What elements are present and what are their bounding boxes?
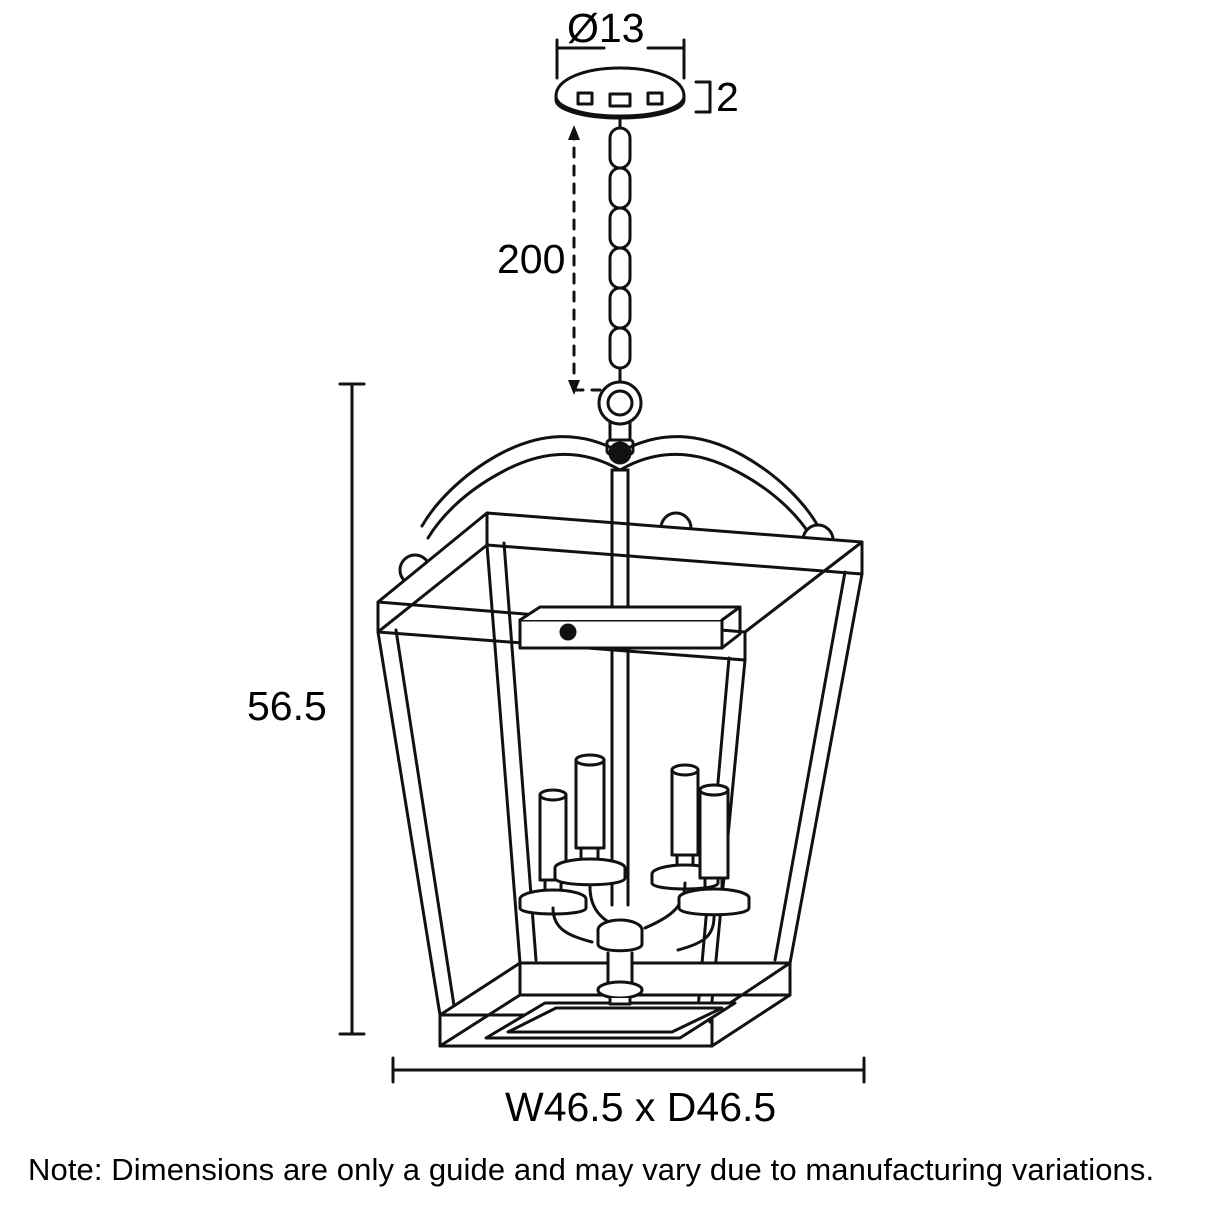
note-text: Note: Dimensions are only a guide and may vary due to manufacturing variations. xyxy=(28,1152,1155,1187)
dimension-chain-drop xyxy=(568,125,600,395)
label-canopy-height: 2 xyxy=(716,74,739,120)
label-width-depth: W46.5 x D46.5 xyxy=(505,1084,777,1130)
label-chain-drop: 200 xyxy=(497,236,566,282)
label-fixture-height: 56.5 xyxy=(247,683,327,729)
label-canopy-diameter: Ø13 xyxy=(567,5,645,51)
dimension-width xyxy=(393,1058,864,1082)
dimension-height xyxy=(340,384,364,1034)
canopy xyxy=(556,68,684,118)
chain xyxy=(610,118,630,385)
dimension-canopy-height xyxy=(696,82,710,112)
